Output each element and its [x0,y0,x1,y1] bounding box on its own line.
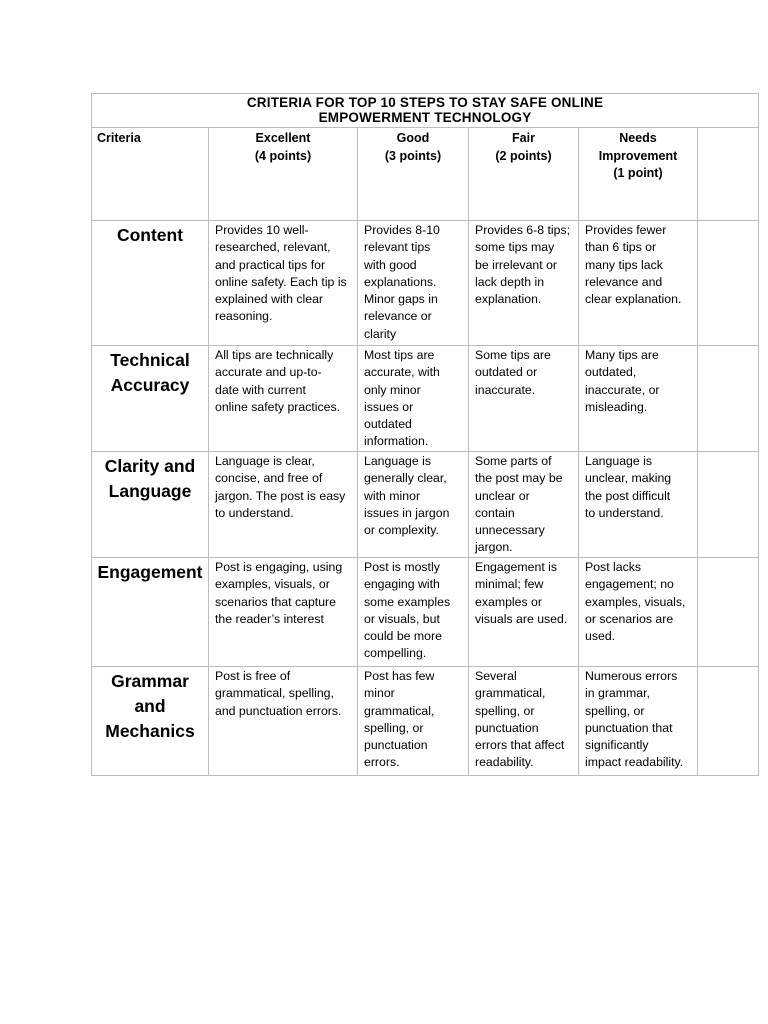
cell-fair [469,558,579,667]
title-row [92,94,759,128]
cell-line: many tips lack [585,257,663,272]
cell-line: grammatical, spelling, [215,686,334,701]
cell-excellent [209,667,358,776]
cell-line: spelling, or [475,703,535,718]
cell-line: Numerous errors [585,669,678,683]
cell-line: outdated or [475,365,538,380]
cell-line: engaging with [364,577,440,592]
criterion-line: Technical [110,350,190,370]
cell-line: inaccurate, or [585,382,660,397]
cell-line: clarity [364,326,397,341]
criterion-grammar-and-mechanics [92,667,209,776]
criterion-line: Engagement [97,562,203,582]
cell-line: Many tips are [585,348,659,362]
cell-line: errors. [364,755,400,770]
rubric-table [91,93,759,776]
header-row [92,128,759,221]
cell-fair [469,221,579,346]
cell-line: relevant tips [364,240,431,255]
criterion-content [92,221,209,346]
cell-line: or visuals, but [364,611,440,626]
cell-line: examples or [475,594,542,609]
extra-cell [698,221,759,346]
cell-line: information. [364,434,429,449]
cell-excellent [209,346,358,452]
cell-line: the reader’s interest [215,611,324,626]
cell-needs-improvement [579,346,698,452]
cell-line: errors that affect [475,738,565,753]
cell-line: used. [585,629,616,644]
criterion-engagement [92,558,209,667]
cell-line: some examples [364,594,451,609]
header-criteria: Criteria [92,128,209,221]
cell-line: to understand. [215,505,294,520]
cell-line: could be more [364,629,442,644]
cell-line: contain [475,505,515,520]
cell-line: explained with clear [215,292,324,307]
cell-line: jargon. The post is easy [215,488,346,503]
cell-line: Post is free of [215,669,291,683]
extra-cell [698,452,759,558]
cell-line: visuals are used. [475,611,568,626]
level-points: (4 points) [254,148,312,163]
cell-line: concise, and free of [215,471,323,486]
cell-line: in grammar, [585,686,650,701]
cell-good [358,452,469,558]
level-name-cont: Improvement [598,148,678,163]
cell-line: unnecessary [475,523,545,538]
header-needs-improvement [579,128,698,221]
level-name: Needs [619,131,657,145]
cell-line: issues in jargon [364,505,450,520]
cell-line: examples, visuals, [585,594,686,609]
title-line-1: CRITERIA FOR TOP 10 STEPS TO STAY SAFE ONLINE [246,95,604,110]
cell-line: than 6 tips or [585,240,657,255]
cell-line: researched, relevant, [215,240,331,255]
cell-line: unclear or [475,488,530,503]
cell-good [358,558,469,667]
extra-cell [698,558,759,667]
cell-line: Most tips are [364,348,435,362]
cell-line: Provides fewer [585,223,667,237]
header-good [358,128,469,221]
cell-line: punctuation [475,720,539,735]
cell-line: grammatical, [364,703,435,718]
cell-fair [469,452,579,558]
cell-line: punctuation that [585,720,673,735]
cell-line: minimal; few [475,577,544,592]
cell-line: spelling, or [585,703,645,718]
cell-line: Some parts of [475,454,552,468]
cell-line: lack depth in [475,274,545,289]
cell-line: and punctuation errors. [215,703,342,718]
cell-line: Provides 6-8 tips; [475,223,571,237]
table-row [92,346,759,452]
cell-line: some tips may [475,240,555,255]
cell-needs-improvement [579,221,698,346]
cell-line: and practical tips for [215,257,326,272]
cell-line: be irrelevant or [475,257,558,272]
criterion-line: and [134,696,166,716]
cell-line: minor [364,686,395,701]
table-row [92,452,759,558]
cell-excellent [209,558,358,667]
cell-line: online safety. Each tip is [215,274,347,289]
cell-line: clear explanation. [585,292,682,307]
cell-line: readability. [475,755,534,770]
cell-good [358,667,469,776]
criterion-technical-accuracy [92,346,209,452]
cell-line: to understand. [585,505,664,520]
cell-line: Several [475,669,517,683]
cell-line: the post may be [475,471,563,486]
cell-line: outdated, [585,365,637,380]
cell-good [358,221,469,346]
level-points: (2 points) [495,148,552,163]
cell-line: issues or [364,399,414,414]
level-name: Excellent [255,131,311,145]
cell-excellent [209,452,358,558]
criterion-line: Mechanics [105,721,195,741]
cell-line: engagement; no [585,577,674,592]
cell-line: Post is engaging, using [215,560,343,574]
cell-needs-improvement [579,452,698,558]
criterion-line: Grammar [111,671,189,691]
table-row [92,558,759,667]
cell-line: grammatical, [475,686,546,701]
cell-line: Post has few [364,669,435,683]
cell-line: reasoning. [215,309,273,324]
cell-line: significantly [585,738,649,753]
cell-line: Minor gaps in [364,292,438,307]
cell-line: scenarios that capture [215,594,336,609]
cell-line: Post is mostly [364,560,440,574]
cell-excellent [209,221,358,346]
cell-line: relevance and [585,274,663,289]
cell-line: Language is [364,454,432,468]
cell-line: relevance or [364,309,432,324]
cell-line: outdated [364,417,412,432]
level-points: (1 point) [613,166,663,180]
cell-line: unclear, making [585,471,672,486]
level-name: Fair [512,131,535,145]
header-excellent [209,128,358,221]
level-points: (3 points) [384,148,442,163]
criterion-line: Content [116,225,184,245]
cell-line: misleading. [585,399,648,414]
cell-line: punctuation [364,738,428,753]
cell-line: the post difficult [585,488,671,503]
table-title [92,94,759,128]
cell-line: Language is [585,454,653,468]
criterion-line: Accuracy [110,375,190,395]
cell-line: with minor [364,488,421,503]
cell-line: or complexity. [364,523,439,538]
cell-line: jargon. [475,540,513,555]
extra-cell [698,346,759,452]
cell-line: compelling. [364,646,427,661]
cell-needs-improvement [579,667,698,776]
title-line-2: EMPOWERMENT TECHNOLOGY [318,110,532,125]
cell-line: accurate and up-to- [215,365,322,380]
criterion-line: Language [108,481,192,501]
cell-line: Some tips are [475,348,551,362]
cell-line: Provides 8-10 [364,223,440,237]
table-row [92,667,759,776]
cell-line: impact readability. [585,755,684,770]
cell-line: generally clear, [364,471,447,486]
cell-line: with good [364,257,417,272]
criterion-clarity-and-language [92,452,209,558]
cell-needs-improvement [579,558,698,667]
cell-line: online safety practices. [215,399,341,414]
cell-line: spelling, or [364,720,424,735]
cell-line: date with current [215,382,306,397]
cell-fair [469,346,579,452]
cell-line: explanations. [364,274,437,289]
criterion-line: Clarity and [104,456,196,476]
cell-good [358,346,469,452]
cell-line: Language is clear, [215,454,315,468]
header-fair [469,128,579,221]
cell-fair [469,667,579,776]
cell-line: Post lacks [585,560,642,574]
cell-line: Provides 10 well- [215,223,309,237]
cell-line: only minor [364,382,421,397]
cell-line: Engagement is [475,560,558,574]
table-row [92,221,759,346]
cell-line: accurate, with [364,365,440,380]
cell-line: or scenarios are [585,611,674,626]
level-name: Good [396,131,430,145]
cell-line: explanation. [475,292,542,307]
extra-cell [698,667,759,776]
cell-line: examples, visuals, or [215,577,330,592]
header-extra-cell [698,128,759,221]
cell-line: inaccurate. [475,382,536,397]
cell-line: All tips are technically [215,348,334,362]
